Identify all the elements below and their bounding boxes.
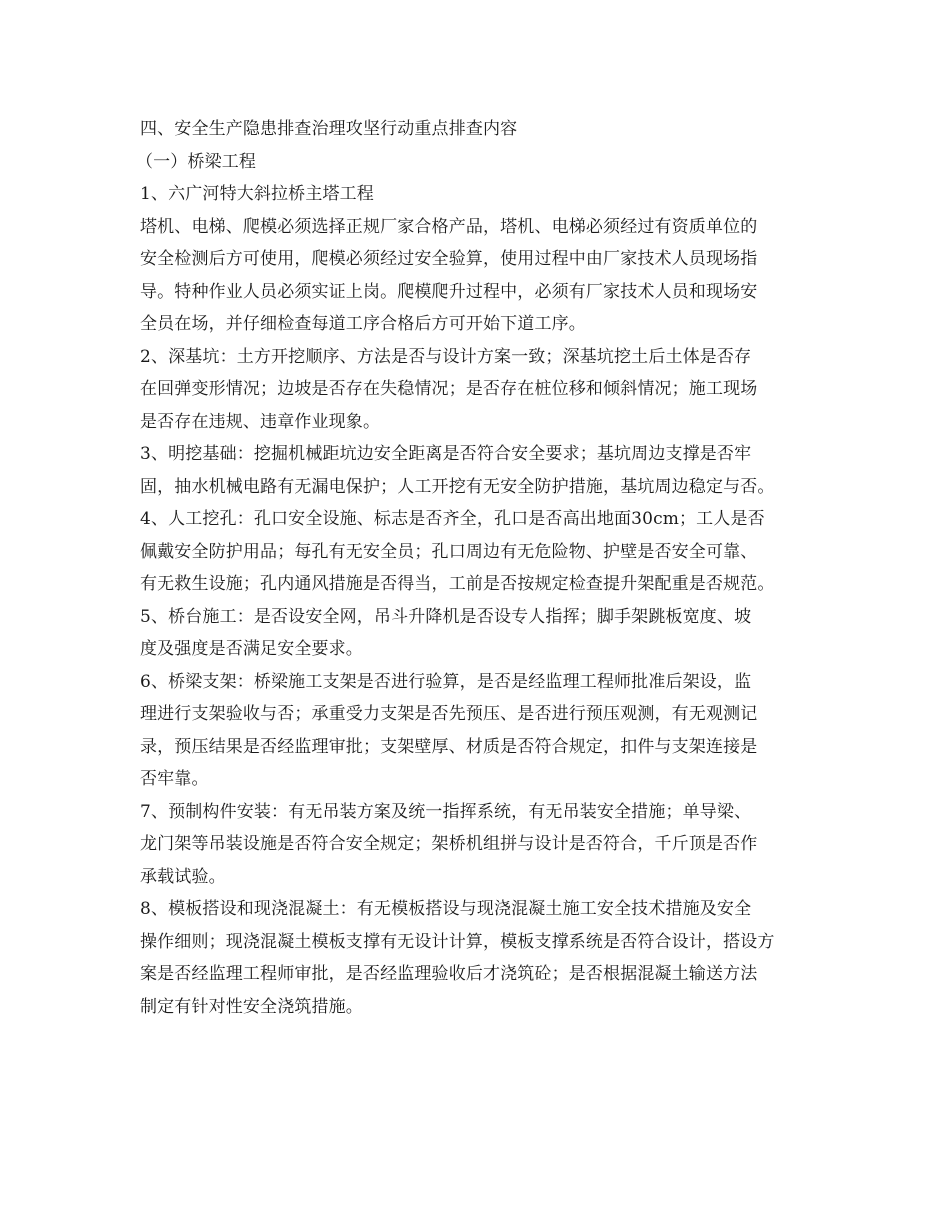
paragraph-line: 案是否经监理工程师审批，是否经监理验收后才浇筑砼；是否根据混凝土输送方法: [140, 964, 758, 984]
item-4-line: 4、人工挖孔：孔口安全设施、标志是否齐全，孔口是否高出地面30cm；工人是否: [140, 509, 765, 529]
paragraph-line: 承载试验。: [140, 866, 226, 887]
paragraph-line: 龙门架等吊装设施是否符合安全规定；架桥机组拼与设计是否符合，千斤顶是否作: [140, 834, 758, 854]
paragraph-line: 塔机、电梯、爬模必须选择正规厂家合格产品，塔机、电梯必须经过有资质单位的: [140, 216, 758, 237]
paragraph-line: 固，抽水机械电路有无漏电保护；人工开挖有无安全防护措施，基坑周边稳定与否。: [140, 476, 775, 497]
subsection-title: （一）桥梁工程: [136, 151, 257, 172]
paragraph-line: 否牢靠。: [140, 769, 209, 789]
item-heading-1: 1、六广河特大斜拉桥主塔工程: [140, 184, 374, 204]
paragraph-line: 度及强度是否满足安全要求。: [140, 639, 363, 659]
paragraph-line: 操作细则；现浇混凝土模板支撑有无设计计算，模板支撑系统是否符合设计，搭设方: [140, 931, 775, 952]
item-7-line: 7、预制构件安装：有无吊装方案及统一指挥系统，有无吊装安全措施；单导梁、: [140, 801, 752, 822]
paragraph-line: 录，预压结果是否经监理审批；支架壁厚、材质是否符合规定，扣件与支架连接是: [140, 736, 758, 757]
item-8-line: 8、模板搭设和现浇混凝土：有无模板搭设与现浇混凝土施工安全技术措施及安全: [140, 899, 752, 919]
item-6-line: 6、桥梁支架：桥梁施工支架是否进行验算，是否是经监理工程师批准后架设，监: [140, 671, 752, 692]
paragraph-line: 理进行支架验收与否；承重受力支架是否先预压、是否进行预压观测，有无观测记: [140, 704, 758, 724]
item-5-line: 5、桥台施工：是否设安全网，吊斗升降机是否设专人指挥；脚手架跳板宽度、坡: [140, 606, 752, 627]
paragraph-line: 佩戴安全防护用品；每孔有无安全员；孔口周边有无危险物、护壁是否安全可靠、: [140, 541, 758, 562]
paragraph-line: 导。特种作业人员必须实证上岗。爬模爬升过程中，必须有厂家技术人员和现场安: [140, 281, 758, 302]
paragraph-line: 有无救生设施；孔内通风措施是否得当，工前是否按规定检查提升架配重是否规范。: [140, 574, 775, 594]
paragraph-line: 安全检测后方可使用，爬模必须经过安全验算，使用过程中由厂家技术人员现场指: [140, 249, 758, 269]
item-2-line: 2、深基坑：土方开挖顺序、方法是否与设计方案一致；深基坑挖土后土体是否存: [140, 346, 752, 367]
section-title: 四、安全生产隐患排查治理攻坚行动重点排查内容: [140, 119, 518, 139]
paragraph-line: 是否存在违规、违章作业现象。: [140, 411, 381, 432]
paragraph-line: 全员在场，并仔细检查每道工序合格后方可开始下道工序。: [140, 314, 586, 334]
paragraph-line: 在回弹变形情况；边坡是否存在失稳情况；是否存在桩位移和倾斜情况；施工现场: [140, 379, 758, 399]
document-body: [136, 113, 822, 1023]
paragraph-line: 制定有针对性安全浇筑措施。: [140, 996, 363, 1017]
item-3-line: 3、明挖基础：挖掘机械距坑边安全距离是否符合安全要求；基坑周边支撑是否牢: [140, 444, 752, 464]
